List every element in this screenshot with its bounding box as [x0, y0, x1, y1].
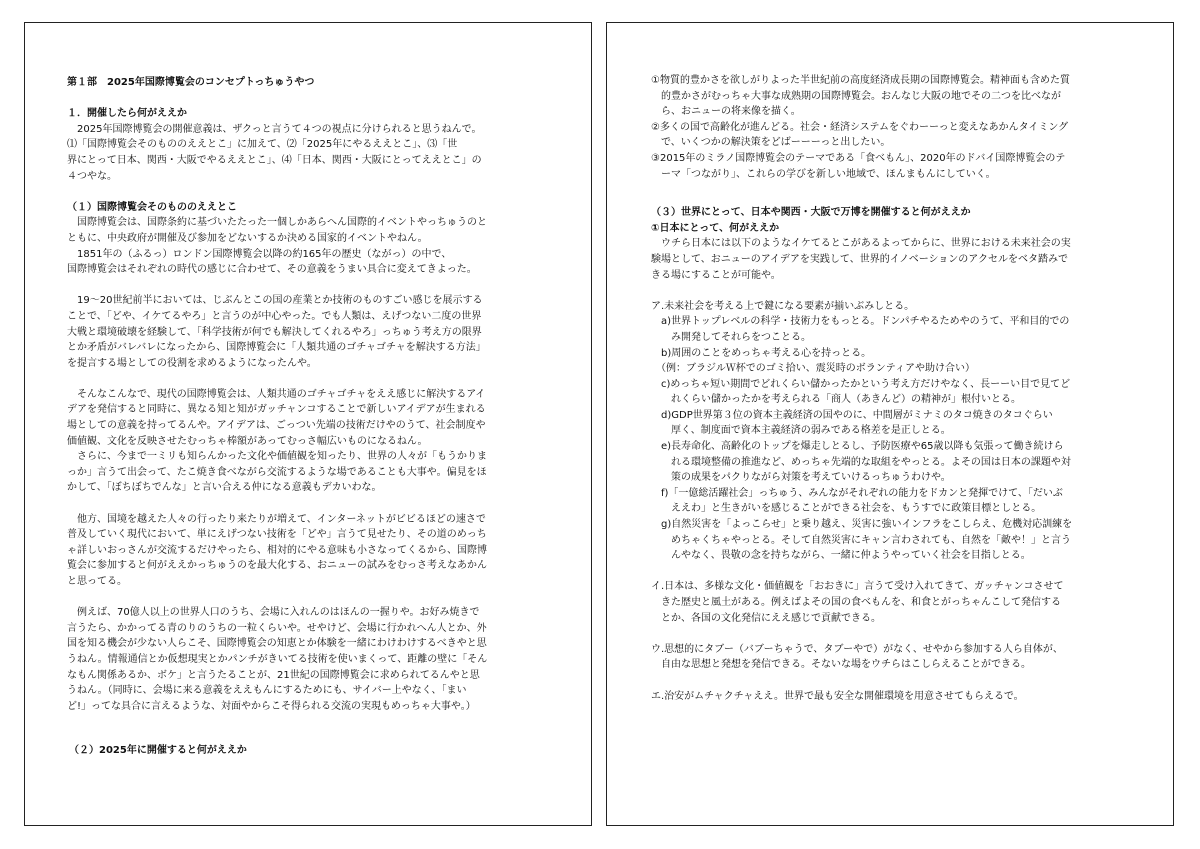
right-page: [606, 22, 1174, 826]
section-3-intro: ウチら日本には以下のようなイケてるとこがあるよってからに、世界における未来社会の実 験場として、おニューのアイデアを実践して、世界的イノベーションのアクセルをベタ踏みで きる場にすることが可能や。: [651, 238, 1071, 281]
item-u: ウ.思想的にタブー（バブーちゃうで、タブーやで）がなく、せやから参加する人ら自体が、 自由な思想と発想を発信できる。そないな場をウチらはこしらえることができる。: [651, 643, 1063, 671]
section-1-1-paragraph-3: そんなこんなで、現代の国際博覧会は、人類共通のゴチャゴチャをええ感じに解決するアイ デアを発信すると同時に、異なる知と知がガッチャンコすることで新しいアイデアが生まれる 場としての意義を持ってるんや。アイデアは、ごっつい先端の技術だけやのうて、社会制度や 価値観、文化を反映させたむっちゃ棒額があってむっさ幅広いものになるねん。 さらに、今まで一ミリも知らんかった文化や価値観を知ったり、世界の人々が「もうかりま っか」言うて出会って、たこ焼き食べながら交流するような場であることも大事や。偏見をほ かして、「ぼちぼちでんな」と言い合える仲になる意義もデカいわな。: [67, 388, 487, 494]
section-1-heading: １．開催したら何がええか: [67, 108, 187, 120]
section-1-2-heading: （２）2025年に開催すると何がええか: [69, 745, 247, 756]
item-i: イ.日本は、多様な文化・価値観を「おおきに」言うて受け入れてきて、ガッチャンコさせて きた歴史と風土がある。例えばよその国の食べもんを、和食とがっちゃんこして発信する とか、各国の文化発信にええ感じで貢献できる。: [651, 581, 1064, 624]
left-page-body: [67, 75, 565, 714]
item-e: エ.治安がムチャクチャええ。世界で最も安全な開催環境を用意させてもらえるで。: [651, 690, 1024, 702]
item-a-heading: ア.未来社会を考える上で鍵になる要素が揃いぶみしとる。: [651, 300, 915, 312]
section-3-subheading: ①日本にとって、何がええか: [651, 222, 780, 234]
section-1-1-heading: （１）国際博覧会そのもののええとこ: [67, 201, 237, 213]
section-1-1-paragraph-2: 19～20世紀前半においては、じぶんとこの国の産業とか技術のものすごい感じを展示する ことで、「どや、イケてるやろ」と言うのが中心やった。でも人類は、えげつない二度の世界 大戦と環境破壊を経験して、「科学技術が何でも解決してくれるやろ」っちゅう考え方の限界 とか矛盾がバレバレになったから、国際博覧会に「人類共通のゴチャゴチャを解決する方法」 を提言する場としての役割を求めるようになったんや。: [67, 295, 486, 369]
numbered-list: ①物質的豊かさを欲しがりよった半世紀前の高度経済成長期の国際博覧会。精神面も含めた質 的豊かさがむっちゃ大事な成熟期の国際博覧会。おんなじ大阪の地でその二つを比べなが ら、おニューの将来像を描く。 ②多くの国で高齢化が進んどる。社会・経済システムをぐわーーっと変えなあかんタイミング で、いくつかの解決策をどばーーーっと出したい。 ③2015年のミラノ国際博覧会のテーマである「食べもん」、2020年のドバイ国際博覧会のテ ーマ「つながり」、これらの学びを新しい地域で、ほんまもんにしていく。: [651, 75, 1070, 180]
right-page-body: [651, 73, 1151, 704]
part-title: 第１部 2025年国際博覧会のコンセプトっちゅうやつ: [67, 77, 315, 88]
item-a-list: a)世界トップレベルの科学・技術力をもっとる。ドンパチやるためやのうて、平和目的での み開発してそれらをつことる。 b)周囲のことをめっちゃ考える心を持っとる。 （例：ブラジルＷ杯でのゴミ拾い、震災時のボランティアや助け合い） c)めっちゃ短い期間でどれくらい儲かったかという考え方だけやなく、長ーーい目で見てど れくらい儲かったかを考えられる「商人（あきんど）の精神が」根付いとる。 d)GDP世界第３位の資本主義経済の国やのに、中間層がミナミのタコ焼きのタコぐらい 厚く、制度面で資本主義経済の弱みである格差を是正しとる。 e)長寿命化、高齢化のトップを爆走しとるし、予防医療や65歳以降も気張って働き続けら れる環境整備の推進など、めっちゃ先端的な取組をやっとる。よその国は日本の課題や対 策の成果をパクりながら対策を考えていけるっちゅうわけや。 f)「一億総活躍社会」っちゅう、みんながそれぞれの能力をドカンと発揮でけて、「だいぶ ええわ」と生きがいを感じることができる社会を、もうすでに政策目標としとる。 g)自然災害を「よっこらせ」と乗り越え、災害に強いインフラをこしらえ、危機対応訓練を めちゃくちゃやっとる。そして自然災害にキャン言わされても、自然を「敵や！」と言う んやなく、畏敬の念を持ちながら、一緒に仲ようやっていく社会を目指しとる。: [660, 316, 1073, 562]
section-1-1-paragraph-1: 国際博覧会は、国際条約に基づいたたった一個しかあらへん国際的イベントやっちゅうのと ともに、中央政府が開催及び参加をどないするか決める国家的イベントやねん。 1851年の（ふるっ）ロンドン国際博覧会以降の約165年の歴史（ながっ）の中で、 国際博覧会はそれぞれの時代の感じに合わせて、その意義をうまい具合に変えてきよった。: [67, 217, 487, 276]
section-3-heading: （３）世界にとって、日本や関西・大阪で万博を開催すると何がええか: [651, 207, 971, 219]
section-1-1-paragraph-5: 例えば、70億人以上の世界人口のうち、会場に入れんのはほんの一握りや。お好み焼きで 言うたら、かかってる青のりのうちの一粒くらいや。せやけど、会場に行かれへん人とか、外 国を知る機会が少ない人らこそ、国際博覧会の知恵とか体験を一緒にわけわけするべきやと思 うねん。情報通信とか仮想現実とかパンチがきいてる技術を使いまくって、距離の壁に「そん なもん関係あるか、ボケ」と言うたることが、21世紀の国際博覧会に求められてるんやと思 うねん。（同時に、会場に来る意義をええもんにするためにも、サイバー上やなく、「まい ど!」ってな具合に言えるような、対面やからこそ得られる交流の実現もめっちゃ大事や。）: [67, 607, 488, 712]
left-page: [24, 22, 592, 826]
section-1-1-paragraph-4: 他方、国境を越えた人々の行ったり来たりが増えて、インターネットがビビるほどの速さで 普及していく現代において、単にえげつない技術を「どや」言うて見せたり、その道のめっち ゃ詳しいおっさんが交流するだけやったら、相対的にやる意味も小さなってくるから、国際博 覧会に参加すると何がええかっちゅうのを最大化する、おニューの試みをむっさ考えなあかん と思ってる。: [67, 513, 487, 587]
section-1-paragraph: 2025年国際博覧会の開催意義は、ザクっと言うて４つの視点に分けられると思うねんで。 ⑴「国際博覧会そのもののええとこ」に加えて、⑵「2025年にやるええとこ」、⑶「世 界にとって日本、関西・大阪でやるええとこ」、⑷「日本、関西・大阪にとってええとこ」の ４つやな。: [67, 123, 482, 182]
